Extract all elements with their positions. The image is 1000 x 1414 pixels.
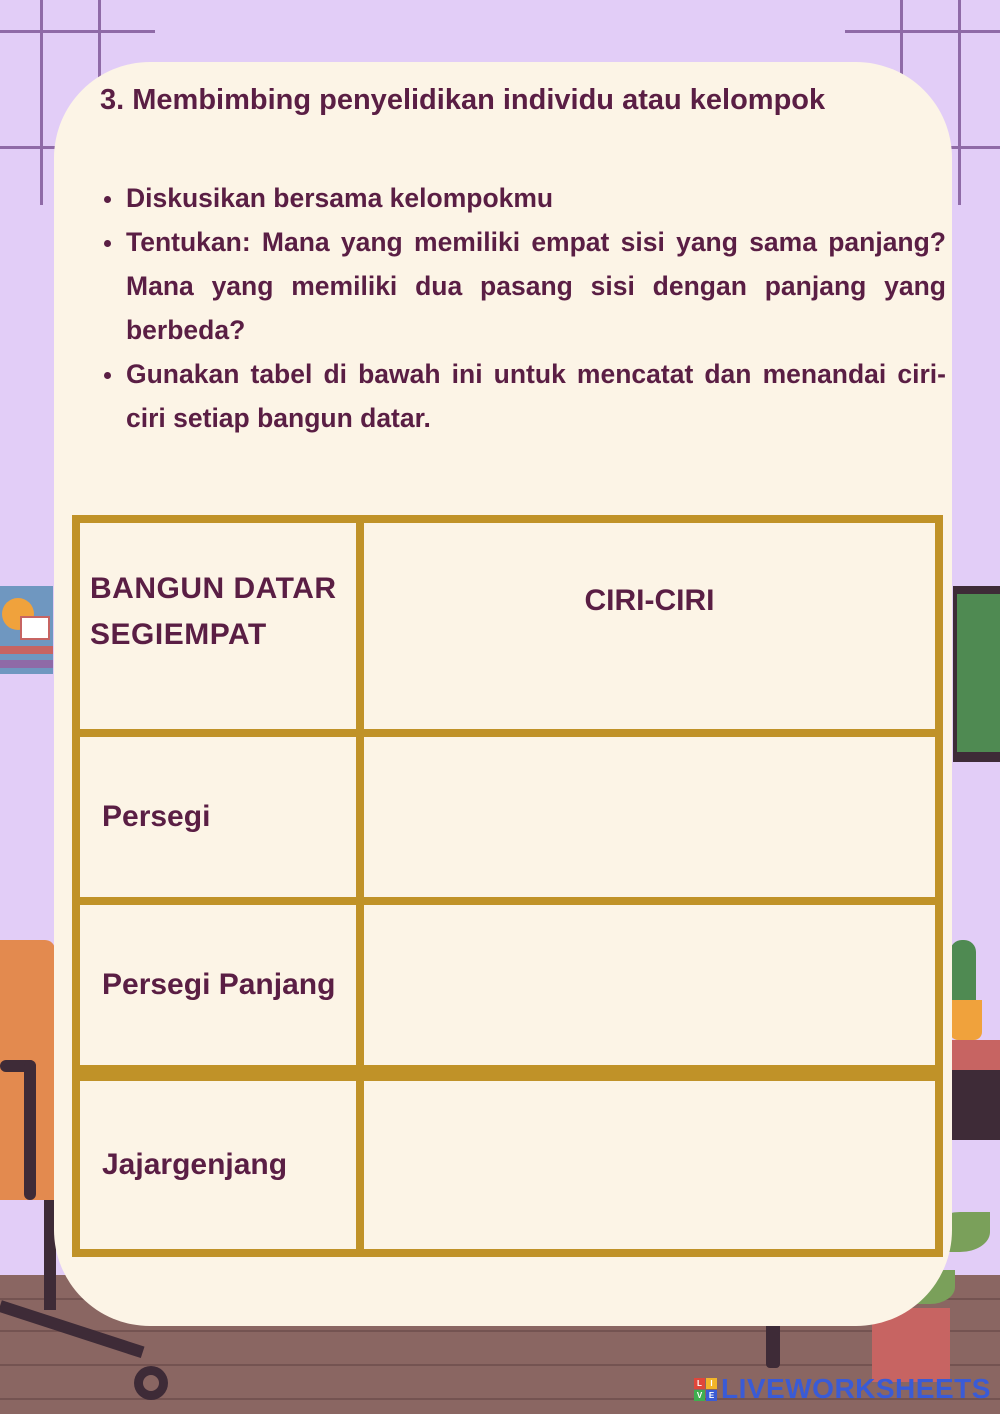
wall-picture [0, 586, 53, 674]
cactus-pot [950, 1000, 982, 1040]
instruction-item: Gunakan tabel di bawah ini untuk mencatat dan menandai ciri-ciri setiap bangun datar. [126, 352, 946, 440]
brand-name: LIVEWORKSHEETS [721, 1373, 991, 1404]
shape-traits-table [72, 515, 943, 1257]
shape-name: Persegi Panjang [76, 901, 360, 1073]
table-row [76, 1073, 939, 1253]
cactus [950, 940, 976, 1002]
desk [950, 1040, 1000, 1140]
instruction-item: Diskusikan bersama kelompokmu [126, 176, 946, 220]
traits-answer-cell[interactable] [360, 733, 939, 901]
traits-answer-cell[interactable] [360, 1073, 939, 1253]
table-header-row [76, 519, 939, 733]
instruction-list [100, 176, 946, 440]
chair-wheel [134, 1366, 168, 1400]
liveworksheets-logo[interactable] [694, 1372, 991, 1406]
header-shape: BANGUN DATAR SEGIEMPAT [76, 519, 360, 733]
instruction-item: Tentukan: Mana yang memiliki empat sisi yang sama panjang?Mana yang memiliki dua pasang sisi dengan panjang yang berbeda? [126, 220, 946, 352]
header-traits: CIRI-CIRI [360, 519, 939, 733]
shape-name: Persegi [76, 733, 360, 901]
chalkboard [953, 586, 1000, 762]
section-heading: 3. Membimbing penyelidikan individu atau kelompok [100, 84, 826, 116]
lamp-base [766, 1320, 780, 1368]
brand-logo-icon: L I V E [694, 1378, 717, 1401]
shape-name: Jajargenjang [76, 1073, 360, 1253]
table-row [76, 901, 939, 1073]
traits-answer-cell[interactable] [360, 901, 939, 1073]
table-row [76, 733, 939, 901]
